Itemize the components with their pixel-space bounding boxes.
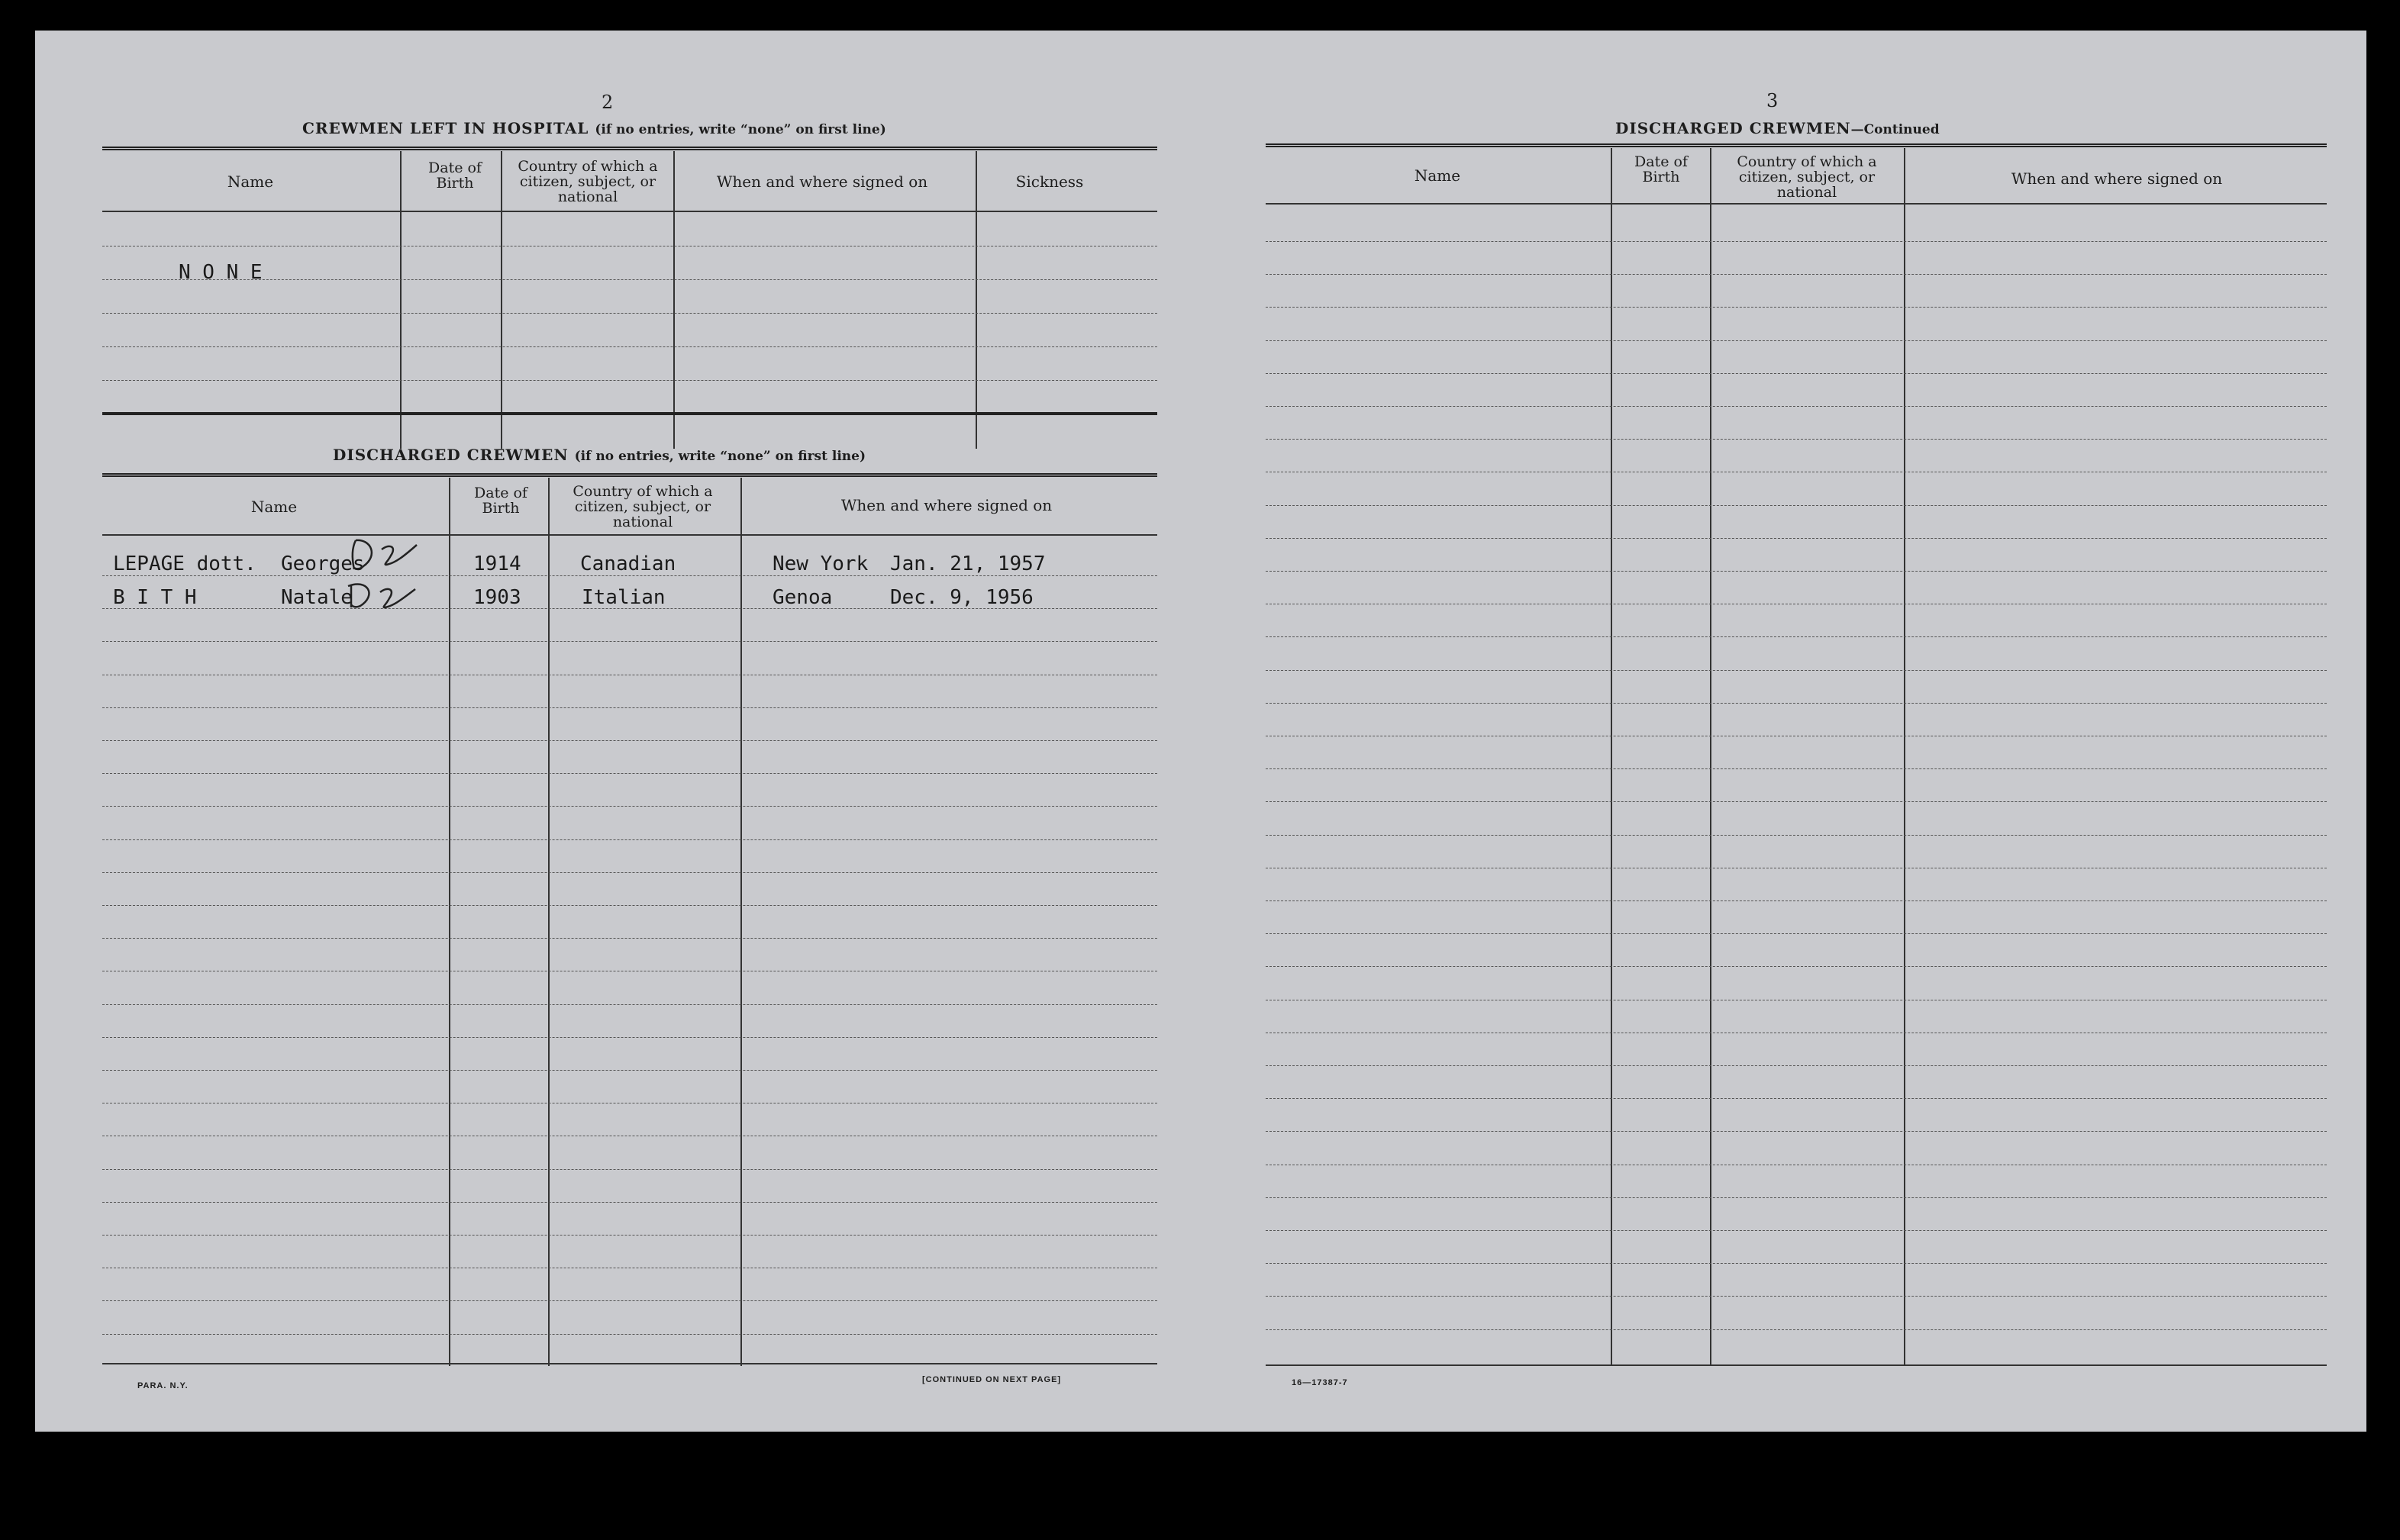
- discharged-title: DISCHARGED CREWMEN: [333, 446, 569, 464]
- handwritten-mark-d2: [337, 574, 437, 620]
- discharged-header-when-where: When and where signed on: [840, 496, 1053, 514]
- hospital-header-when-where: When and where signed on: [716, 172, 928, 191]
- form-row-line: [1266, 571, 2327, 572]
- discharged-continued-title: [1615, 119, 1940, 137]
- discharged-header-rule: [102, 534, 1157, 536]
- form-row-line: [1266, 505, 2327, 506]
- hospital-col-divider: [976, 151, 977, 449]
- form-row-line: [102, 740, 1157, 741]
- right-header-country: Country of which a citizen, subject, or national: [1737, 153, 1877, 201]
- form-row-line: [102, 1334, 1157, 1335]
- crewman-given-name: Georges: [281, 553, 365, 575]
- hospital-row-line: [102, 313, 1157, 314]
- hospital-col-divider: [673, 151, 675, 449]
- right-header-dob: Date of Birth: [1634, 153, 1688, 185]
- form-row-line: [102, 1004, 1157, 1005]
- crewman-signed-date: Jan. 21, 1957: [890, 553, 1046, 575]
- page-number-right: 3: [1766, 90, 1779, 111]
- hospital-title: CREWMEN LEFT IN HOSPITAL: [302, 119, 589, 137]
- crewman-signed-date: Dec. 9, 1956: [890, 586, 1034, 609]
- crewman-given-name: Natale: [281, 586, 353, 609]
- form-row-line: [1266, 1263, 2327, 1264]
- form-row-line: [102, 1202, 1157, 1203]
- form-row-line: [1266, 274, 2327, 275]
- right-col-divider: [1904, 148, 1905, 1366]
- hospital-header-country: Country of which a citizen, subject, or national: [518, 158, 658, 205]
- form-row-line: [1266, 1230, 2327, 1231]
- discharged-continued-title-text: DISCHARGED CREWMEN: [1615, 119, 1851, 137]
- discharged-col-divider: [548, 478, 550, 1366]
- right-col-divider: [1611, 148, 1612, 1366]
- form-row-line: [102, 773, 1157, 774]
- discharged-header-name: Name: [250, 498, 298, 516]
- hospital-header-dob: Date of Birth: [428, 159, 482, 192]
- form-row-line: [102, 575, 1157, 576]
- discharged-header-dob: Date of Birth: [474, 485, 527, 517]
- continued-suffix: —Continued: [1850, 122, 1940, 137]
- form-code: 16—17387-7: [1292, 1378, 1348, 1387]
- hospital-section-title: [302, 119, 886, 137]
- discharged-col-divider: [740, 478, 742, 1366]
- form-row-line: [102, 806, 1157, 807]
- hospital-instruction: (if no entries, write “none” on first line): [595, 122, 886, 137]
- form-row-line: [1266, 1131, 2327, 1132]
- form-row-line: [1266, 1296, 2327, 1297]
- hospital-entry-none: N O N E: [179, 261, 263, 284]
- form-row-line: [1266, 670, 2327, 671]
- hospital-header-sickness: Sickness: [1015, 172, 1084, 191]
- crewman-surname: B I T H: [113, 586, 197, 609]
- document-sheet: [35, 31, 2366, 1432]
- form-row-line: [1266, 636, 2327, 637]
- form-row-line: [102, 905, 1157, 906]
- right-col-divider: [1710, 148, 1711, 1366]
- page-number-left: 2: [602, 92, 614, 113]
- discharged-bottom-rule: [102, 1363, 1157, 1364]
- form-row-line: [1266, 1098, 2327, 1099]
- form-row-line: [1266, 966, 2327, 967]
- hospital-row-line: [102, 380, 1157, 381]
- crewman-country: Italian: [582, 586, 666, 609]
- form-row-line: [102, 872, 1157, 873]
- form-row-line: [102, 1235, 1157, 1236]
- form-row-line: [1266, 241, 2327, 242]
- right-bottom-rule: [1266, 1364, 2327, 1366]
- hospital-header-rule: [102, 211, 1157, 212]
- form-row-line: [1266, 538, 2327, 539]
- crewman-signed-place: Genoa: [773, 586, 833, 609]
- form-row-line: [102, 839, 1157, 840]
- form-row-line: [102, 1070, 1157, 1071]
- form-row-line: [102, 1300, 1157, 1301]
- form-row-line: [1266, 768, 2327, 769]
- hospital-row-line: [102, 346, 1157, 347]
- form-row-line: [102, 938, 1157, 939]
- hospital-top-rule: [102, 147, 1157, 150]
- discharged-col-divider: [449, 478, 450, 1366]
- form-row-line: [102, 1169, 1157, 1170]
- hospital-bottom-rule: [102, 412, 1157, 415]
- right-header-name: Name: [1414, 166, 1461, 185]
- crewman-country: Canadian: [580, 553, 676, 575]
- form-row-line: [1266, 439, 2327, 440]
- form-row-line: [1266, 801, 2327, 802]
- crewman-surname: LEPAGE dott.: [113, 553, 256, 575]
- discharged-instruction: (if no entries, write “none” on first line): [574, 449, 866, 464]
- form-row-line: [1266, 1329, 2327, 1330]
- crewman-dob: 1903: [473, 586, 521, 609]
- form-row-line: [1266, 835, 2327, 836]
- discharged-header-country: Country of which a citizen, subject, or national: [573, 483, 713, 530]
- form-row-line: [1266, 307, 2327, 308]
- form-row-line: [102, 1037, 1157, 1038]
- form-row-line: [1266, 406, 2327, 407]
- form-row-line: [102, 707, 1157, 708]
- hospital-col-divider: [400, 151, 402, 449]
- form-row-line: [1266, 703, 2327, 704]
- form-row-line: [1266, 1065, 2327, 1066]
- crewman-dob: 1914: [473, 553, 521, 575]
- discharged-section-title: [333, 446, 866, 464]
- discharged-top-rule: [102, 473, 1157, 477]
- hospital-col-divider: [501, 151, 502, 449]
- form-row-line: [1266, 933, 2327, 934]
- right-header-rule: [1266, 203, 2327, 205]
- handwritten-mark-d2: [340, 533, 440, 578]
- form-row-line: [1266, 1197, 2327, 1198]
- continued-note: [CONTINUED ON NEXT PAGE]: [922, 1375, 1062, 1384]
- crewman-signed-place: New York: [773, 553, 869, 575]
- form-row-line: [1266, 340, 2327, 341]
- printer-mark: PARA. N.Y.: [137, 1381, 189, 1390]
- form-row-line: [1266, 900, 2327, 901]
- form-row-line: [1266, 373, 2327, 374]
- form-row-line: [102, 641, 1157, 642]
- right-header-when-where: When and where signed on: [2011, 169, 2223, 188]
- hospital-header-name: Name: [227, 172, 274, 191]
- right-top-rule: [1266, 143, 2327, 147]
